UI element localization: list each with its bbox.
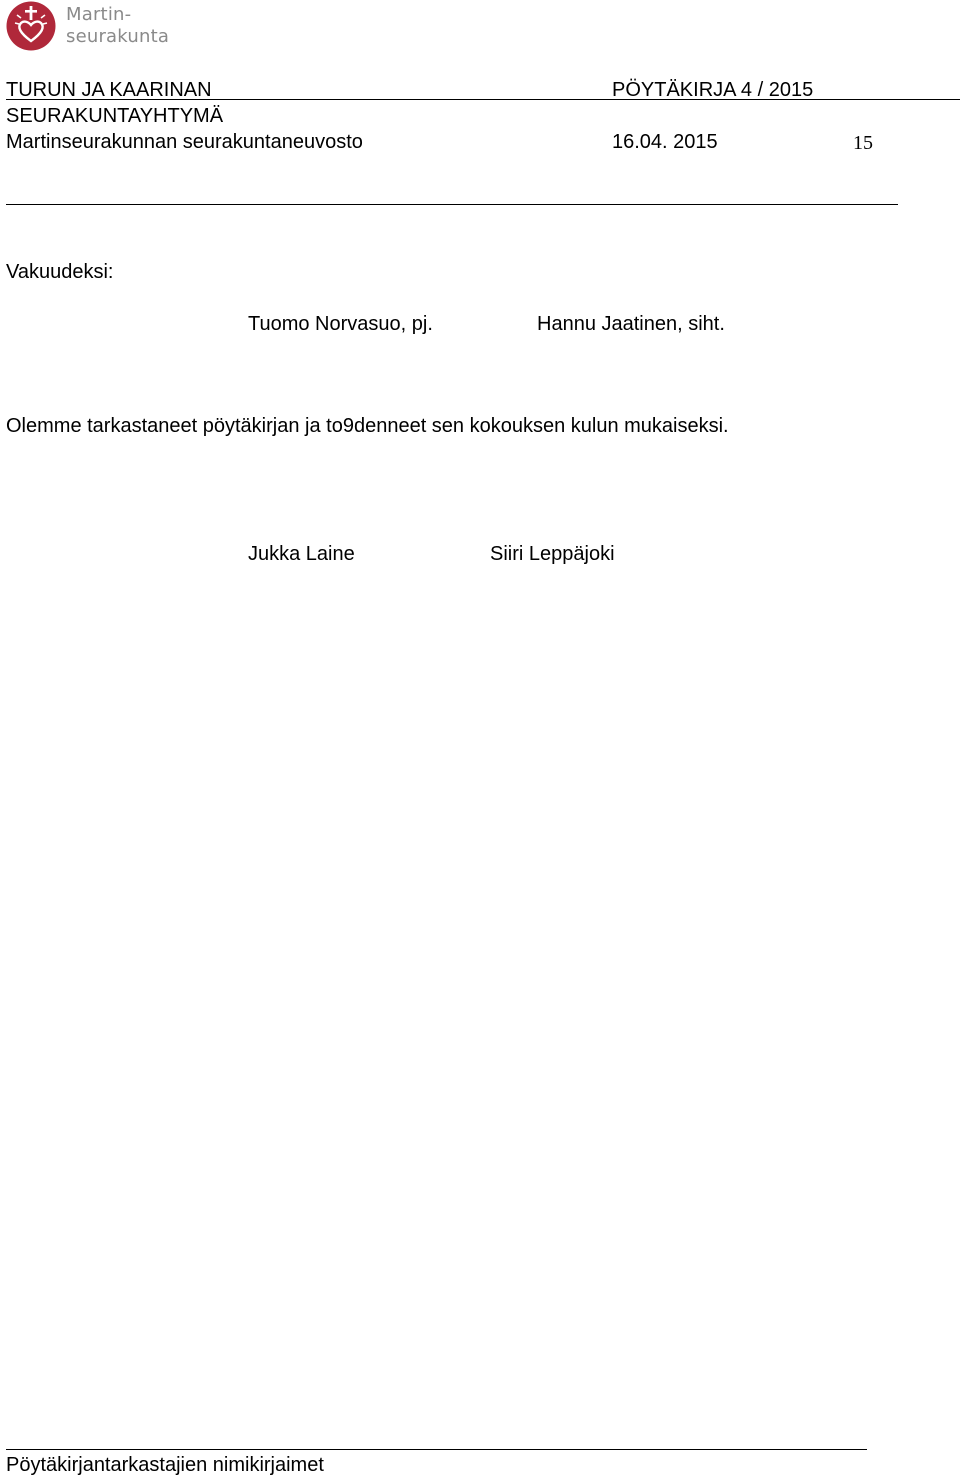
chair-signature-name: Tuomo Norvasuo, pj.	[248, 313, 433, 335]
page-number: 15	[853, 132, 873, 154]
reviewer-name-2: Siiri Leppäjoki	[490, 543, 615, 565]
council-name: Martinseurakunnan seurakuntaneuvosto	[6, 131, 363, 153]
cross-heart-seal-icon	[6, 1, 56, 51]
header-divider	[6, 204, 898, 205]
meeting-date: 16.04. 2015	[612, 131, 718, 153]
document-title: PÖYTÄKIRJA 4 / 2015	[612, 79, 814, 101]
secretary-signature-name: Hannu Jaatinen, siht.	[537, 313, 725, 335]
logo-text-line2: seurakunta	[66, 26, 170, 47]
review-statement: Olemme tarkastaneet pöytäkirjan ja to9denneet sen kokouksen kulun mukaiseksi.	[6, 415, 729, 437]
attest-label: Vakuudeksi:	[6, 261, 114, 283]
org-name-line1: TURUN JA KAARINAN	[6, 79, 212, 101]
martinseurakunta-logo	[6, 1, 186, 53]
org-name-line2: SEURAKUNTAYHTYMÄ	[6, 105, 224, 127]
logo-text-line1: Martin-	[66, 4, 132, 25]
header-rule	[6, 99, 960, 100]
logo-wordmark	[66, 4, 169, 48]
footer-initials-label: Pöytäkirjantarkastajien nimikirjaimet	[6, 1454, 324, 1476]
footer-rule	[6, 1449, 867, 1450]
reviewer-name-1: Jukka Laine	[248, 543, 355, 565]
